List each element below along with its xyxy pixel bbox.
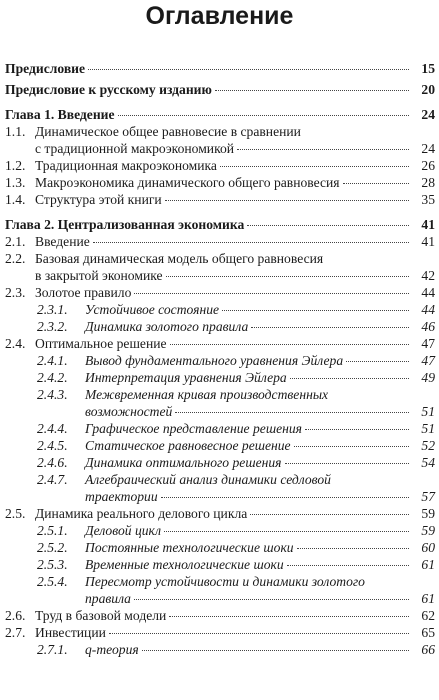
toc-entry-title: Динамика оптимального решения — [85, 455, 282, 470]
toc-entry-number: 2.5.3. — [37, 557, 68, 572]
dot-leader — [343, 183, 409, 184]
dot-leader — [287, 565, 409, 566]
toc-entry-page: 59 — [421, 523, 435, 538]
toc-entry[interactable] — [37, 641, 435, 658]
dot-leader — [215, 90, 409, 91]
toc-entry-page: 15 — [421, 61, 435, 76]
toc-entry-number: 2.4.2. — [37, 370, 68, 385]
toc-entry[interactable] — [5, 233, 435, 250]
toc-entry-number: 2.2. — [5, 251, 26, 266]
toc-entry-title: Традиционная макроэкономика — [35, 158, 217, 173]
dot-leader — [164, 531, 409, 532]
dot-leader — [118, 115, 409, 116]
toc-entry-title: Устойчивое состояние — [85, 302, 220, 317]
dot-leader — [169, 616, 409, 617]
toc-entry-number: 2.6. — [5, 608, 26, 623]
toc-entry[interactable] — [5, 157, 435, 174]
toc-entry[interactable] — [37, 386, 435, 420]
dot-leader — [170, 344, 409, 345]
toc-entry-number: 2.4.5. — [37, 438, 68, 453]
toc-entry[interactable] — [37, 352, 435, 369]
toc-entry-title: Динамическое общее равновесие в сравнении — [35, 124, 301, 139]
toc-entry-page: 41 — [421, 234, 435, 249]
toc-entry-page: 26 — [421, 158, 435, 173]
toc-entry[interactable] — [5, 106, 435, 123]
toc-entry[interactable] — [5, 607, 435, 624]
toc-entry[interactable] — [37, 573, 435, 607]
toc-entry-title: Динамика золотого правила — [85, 319, 249, 334]
toc-entry-title: Золотое правило — [35, 285, 132, 300]
toc-entry-number: 2.4.3. — [37, 387, 68, 402]
dot-leader — [305, 429, 409, 430]
toc-entry-page: 20 — [421, 82, 435, 97]
toc-entry-page: 61 — [421, 557, 435, 572]
dot-leader — [346, 361, 409, 362]
toc-entry[interactable] — [5, 335, 435, 352]
dot-leader — [220, 166, 409, 167]
toc-entry-page: 35 — [421, 192, 435, 207]
dot-leader — [93, 242, 409, 243]
toc-entry-title: Межвременная кривая производственных — [85, 387, 329, 402]
toc-entry-title: Вывод фундаментального уравнения Эйлера — [85, 353, 344, 368]
toc-entry-page: 24 — [421, 107, 435, 122]
toc-entry-page: 57 — [421, 489, 435, 504]
toc-entry-title: Временные технологические шоки — [85, 557, 284, 572]
toc-entry-title: Предисловие к русскому изданию — [5, 82, 212, 97]
toc-entry-page: 66 — [421, 642, 435, 657]
toc-entry-title: Алгебраический анализ динамики седловой — [85, 472, 331, 487]
toc-entry-title: Макроэкономика динамического общего равновесия — [35, 175, 340, 190]
toc-entry-number: 2.5.1. — [37, 523, 68, 538]
toc-entry-title: Постоянные технологические шоки — [85, 540, 294, 555]
toc-entry-page: 52 — [421, 438, 435, 453]
toc-entry-number: 2.4.4. — [37, 421, 68, 436]
dot-leader — [290, 378, 409, 379]
toc-entry-page: 41 — [421, 217, 435, 232]
toc-entry-title: Предисловие — [5, 61, 86, 76]
toc-entry-page: 47 — [421, 336, 435, 351]
toc-entry-title: Оптимальное решение — [35, 336, 167, 351]
toc-entry-page: 65 — [421, 625, 435, 640]
toc-entry-title: Статическое равновесное решение — [85, 438, 291, 453]
dot-leader — [237, 149, 409, 150]
toc-entry-title-continued: правила — [85, 591, 131, 606]
toc-entry[interactable] — [5, 284, 435, 301]
toc-entry-title: Динамика реального делового цикла — [35, 506, 248, 521]
toc-entry[interactable] — [5, 123, 435, 157]
toc-entry-page: 44 — [421, 285, 435, 300]
dot-leader — [222, 310, 409, 311]
toc-entry-number: 2.7.1. — [37, 642, 68, 657]
dot-leader — [142, 650, 409, 651]
toc-entry[interactable] — [37, 369, 435, 386]
toc-entry[interactable] — [37, 301, 435, 318]
toc-entry-page: 47 — [421, 353, 435, 368]
toc-entry[interactable] — [5, 250, 435, 284]
toc-entry-title: q-теория — [85, 642, 139, 657]
toc-entry[interactable] — [5, 624, 435, 641]
dot-leader — [161, 497, 409, 498]
toc-entry[interactable] — [5, 174, 435, 191]
toc-entry-title: Труд в базовой модели — [35, 608, 167, 623]
toc-entry[interactable] — [37, 437, 435, 454]
toc-entry[interactable] — [37, 471, 435, 505]
toc-entry-number: 1.2. — [5, 158, 26, 173]
dot-leader — [166, 276, 409, 277]
toc-entry-number: 2.3.2. — [37, 319, 68, 334]
toc-entry-page: 62 — [421, 608, 435, 623]
page-title: Оглавление — [145, 2, 294, 30]
dot-leader — [297, 548, 409, 549]
toc-entry[interactable] — [5, 191, 435, 208]
toc-entry-number: 2.7. — [5, 625, 26, 640]
toc-entry-number: 2.5.2. — [37, 540, 68, 555]
dot-leader — [165, 200, 409, 201]
toc-entry-number: 2.1. — [5, 234, 26, 249]
toc-entry-number: 2.5. — [5, 506, 26, 521]
toc-entry-page: 51 — [421, 404, 435, 419]
toc-entry-title: Введение — [35, 234, 90, 249]
toc-entry-page: 24 — [421, 141, 435, 156]
toc-entry[interactable] — [37, 556, 435, 573]
toc-entry[interactable] — [37, 539, 435, 556]
toc-entry-title-continued: возможностей — [85, 404, 173, 419]
dot-leader — [247, 225, 409, 226]
toc-entry-number: 2.3.1. — [37, 302, 68, 317]
toc-entry-title: Глава 2. Централизованная экономика — [5, 217, 245, 232]
toc-entry[interactable] — [37, 420, 435, 437]
toc-entry-number: 2.3. — [5, 285, 26, 300]
toc-entry-title: Базовая динамическая модель общего равновесия — [35, 251, 324, 266]
toc-entry-page: 54 — [421, 455, 435, 470]
toc-entry-page: 59 — [421, 506, 435, 521]
toc-entry-number: 2.5.4. — [37, 574, 68, 589]
dot-leader — [175, 412, 409, 413]
toc-entry-number: 1.4. — [5, 192, 26, 207]
toc-entry-title: Интерпретация уравнения Эйлера — [85, 370, 287, 385]
dot-leader — [134, 293, 409, 294]
toc-entry-title: Инвестиции — [35, 625, 106, 640]
toc-entry[interactable] — [5, 216, 435, 233]
toc-entry-number: 2.4.1. — [37, 353, 68, 368]
toc-entry-title: Пересмотр устойчивости и динамики золотого — [85, 574, 365, 589]
toc-entry-title-continued: в закрытой экономике — [35, 268, 163, 283]
toc-entry-title: Глава 1. Введение — [5, 107, 115, 122]
dot-leader — [109, 633, 409, 634]
table-of-contents — [0, 60, 439, 658]
toc-entry-page: 49 — [421, 370, 435, 385]
toc-entry[interactable] — [37, 454, 435, 471]
toc-entry-page: 42 — [421, 268, 435, 283]
toc-entry-title: Деловой цикл — [85, 523, 162, 538]
toc-entry-number: 2.4. — [5, 336, 26, 351]
dot-leader — [250, 514, 409, 515]
toc-entry-number: 1.1. — [5, 124, 26, 139]
toc-entry-page: 51 — [421, 421, 435, 436]
dot-leader — [251, 327, 409, 328]
toc-entry-title: Графическое представление решения — [85, 421, 302, 436]
toc-entry-page: 44 — [421, 302, 435, 317]
toc-entry-page: 28 — [421, 175, 435, 190]
toc-entry-page: 46 — [421, 319, 435, 334]
dot-leader — [88, 69, 409, 70]
toc-entry[interactable] — [5, 81, 435, 98]
toc-entry[interactable] — [37, 318, 435, 335]
toc-entry-number: 2.4.6. — [37, 455, 68, 470]
toc-entry[interactable] — [5, 60, 435, 77]
toc-entry-title: Структура этой книги — [35, 192, 162, 207]
dot-leader — [285, 463, 410, 464]
toc-entry-title-continued: траектории — [85, 489, 158, 504]
toc-entry-number: 1.3. — [5, 175, 26, 190]
toc-entry[interactable] — [37, 522, 435, 539]
toc-entry-page: 60 — [421, 540, 435, 555]
dot-leader — [294, 446, 409, 447]
toc-entry[interactable] — [5, 505, 435, 522]
toc-entry-number: 2.4.7. — [37, 472, 68, 487]
toc-entry-title-continued: с традиционной макроэкономикой — [35, 141, 235, 156]
dot-leader — [134, 599, 409, 600]
toc-entry-page: 61 — [421, 591, 435, 606]
